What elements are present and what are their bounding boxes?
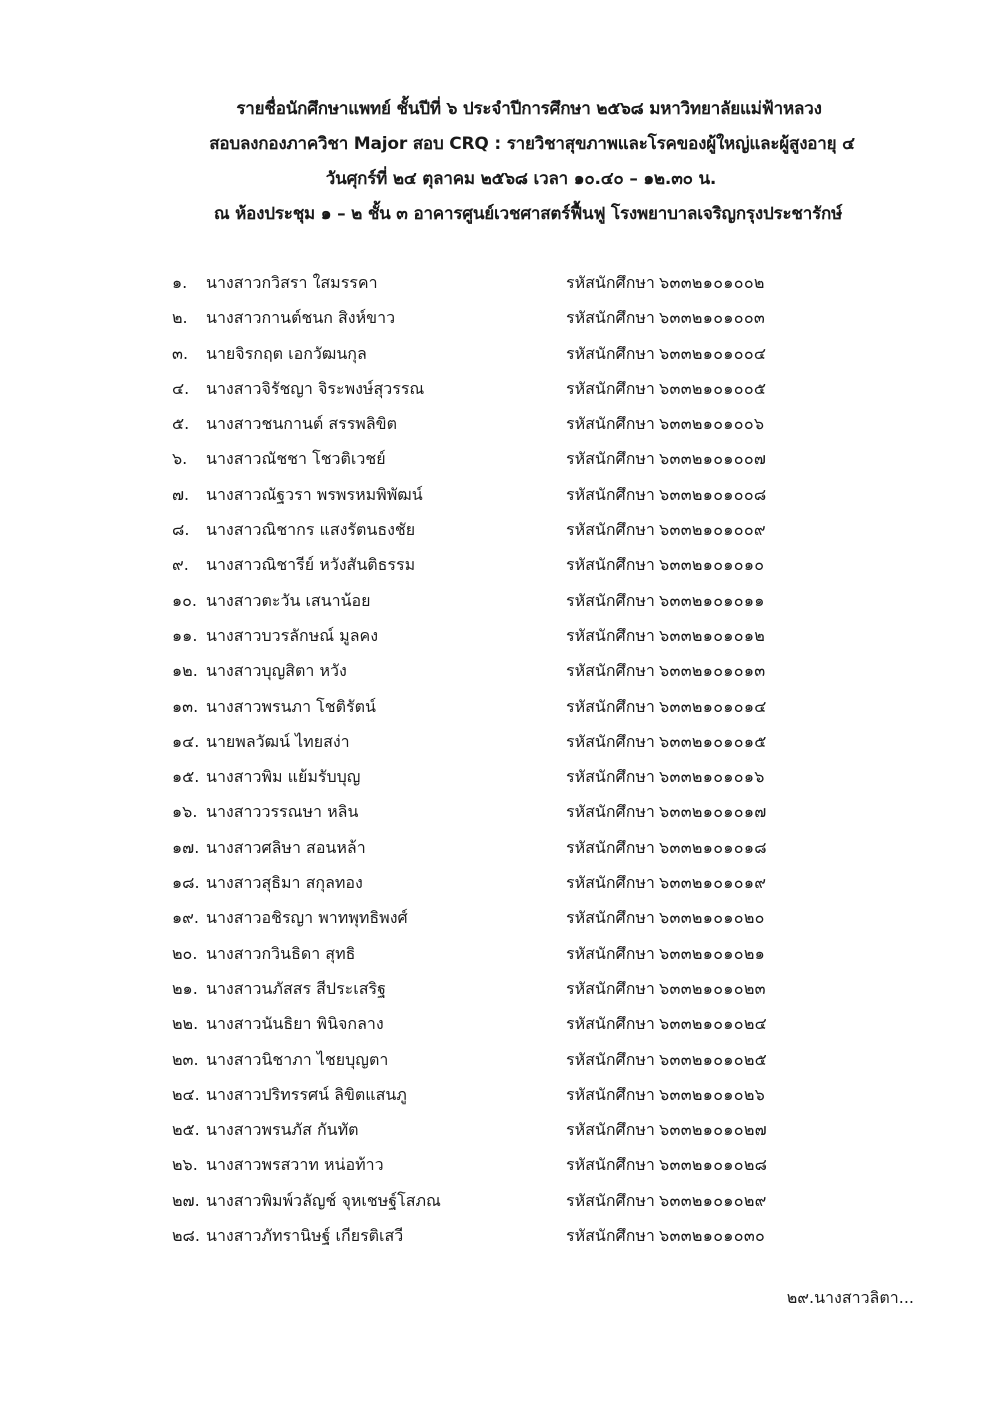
list-item bbox=[0, 1112, 998, 1147]
student-number: ๒๑. bbox=[172, 978, 198, 998]
list-item bbox=[0, 865, 998, 900]
student-number: ๒๗. bbox=[172, 1190, 200, 1210]
student-id: ๖๓๓๒๑๐๑๐๑๓ bbox=[659, 661, 766, 681]
student-name: นางสาวกานต์ชนก สิงห์ขาว bbox=[206, 308, 396, 328]
student-name: นางสาวกวินธิดา สุทธิ bbox=[206, 943, 356, 963]
student-id: ๖๓๓๒๑๐๑๐๐๒ bbox=[659, 273, 765, 292]
list-item bbox=[0, 618, 998, 653]
student-name: นางสาวชนกานต์ สรรพลิขิต bbox=[206, 414, 397, 434]
student-name: นางสาวปริทรรศน์ ลิขิตแสนภู bbox=[206, 1084, 407, 1104]
student-id: ๖๓๓๒๑๐๑๐๐๙ bbox=[659, 520, 766, 540]
list-item bbox=[0, 371, 998, 406]
student-id: ๖๓๓๒๑๐๑๐๒๐ bbox=[659, 908, 765, 928]
header-subject: สอบลงกองภาควิชา Major สอบ CRQ : รายวิชาสุขภาพและโรคของผู้ใหญ่และผู้สูงอายุ ๔ bbox=[209, 134, 855, 154]
student-id-label: รหัสนักศึกษา bbox=[566, 273, 655, 292]
student-name: นางสาวพิม แย้มรับบุญ bbox=[206, 767, 361, 787]
list-item bbox=[0, 1218, 998, 1253]
student-name: นางสาวกวิสรา ใสมรรคา bbox=[206, 273, 378, 292]
student-number: ๑๘. bbox=[172, 873, 200, 893]
student-name: นางสาวตะวัน เสนาน้อย bbox=[206, 590, 371, 610]
student-id-label: รหัสนักศึกษา bbox=[566, 590, 655, 610]
student-id: ๖๓๓๒๑๐๑๐๐๘ bbox=[659, 484, 767, 504]
student-id: ๖๓๓๒๑๐๑๐๒๑ bbox=[659, 943, 766, 963]
continuation-note: ๒๙.นางสาวลิตา... bbox=[786, 1288, 914, 1307]
student-id-label: รหัสนักศึกษา bbox=[566, 625, 655, 645]
student-name: นางสาวภัทรานิษฐ์ เกียรติเสวี bbox=[206, 1226, 404, 1246]
student-name: นางสาวนิชาภา ไชยบุญตา bbox=[206, 1049, 389, 1069]
student-id-label: รหัสนักศึกษา bbox=[566, 696, 655, 716]
list-item bbox=[0, 830, 998, 865]
student-number: ๑๒. bbox=[172, 661, 198, 681]
student-number: ๑๙. bbox=[172, 908, 199, 928]
student-id: ๖๓๓๒๑๐๑๐๑๙ bbox=[659, 873, 767, 893]
list-item bbox=[0, 689, 998, 724]
list-item bbox=[0, 936, 998, 971]
student-id: ๖๓๓๒๑๐๑๐๑๖ bbox=[659, 767, 765, 787]
student-id-label: รหัสนักศึกษา bbox=[566, 414, 655, 434]
student-id-label: รหัสนักศึกษา bbox=[566, 978, 655, 998]
student-id-label: รหัสนักศึกษา bbox=[566, 308, 655, 328]
student-id: ๖๓๓๒๑๐๑๐๒๓ bbox=[659, 978, 766, 998]
student-name: นางสาวนภัสสร สีประเสริฐ bbox=[206, 978, 386, 998]
student-id-label: รหัสนักศึกษา bbox=[566, 520, 655, 540]
student-number: ๒. bbox=[172, 308, 188, 328]
student-name: นางสาวณัฐวรา พรพรหมพิพัฒน์ bbox=[206, 484, 423, 504]
student-number: ๒๒. bbox=[172, 1014, 199, 1034]
student-id-label: รหัสนักศึกษา bbox=[566, 1049, 655, 1069]
list-item bbox=[0, 1147, 998, 1182]
student-number: ๑. bbox=[172, 273, 188, 292]
student-id-label: รหัสนักศึกษา bbox=[566, 837, 655, 857]
list-item bbox=[0, 583, 998, 618]
student-id-label: รหัสนักศึกษา bbox=[566, 943, 655, 963]
student-number: ๑๐. bbox=[172, 590, 198, 610]
student-id: ๖๓๓๒๑๐๑๐๑๕ bbox=[659, 731, 767, 751]
header-datetime: วันศุกร์ที่ ๒๔ ตุลาคม ๒๕๖๘ เวลา ๑๐.๔๐ – ๑๒.๓๐ น. bbox=[325, 169, 717, 189]
student-id: ๖๓๓๒๑๐๑๐๑๔ bbox=[659, 696, 767, 716]
student-number: ๙. bbox=[172, 555, 189, 575]
student-number: ๑๖. bbox=[172, 802, 198, 822]
student-id: ๖๓๓๒๑๐๑๐๒๕ bbox=[659, 1049, 768, 1069]
student-name: นางสาวสุธิมา สกุลทอง bbox=[206, 873, 363, 893]
student-number: ๑๑. bbox=[172, 625, 198, 645]
list-item bbox=[0, 441, 998, 476]
student-number: ๗. bbox=[172, 484, 190, 504]
student-name: นายจิรกฤต เอกวัฒนกุล bbox=[206, 343, 367, 363]
student-number: ๔. bbox=[172, 378, 190, 398]
student-number: ๑๕. bbox=[172, 767, 200, 787]
student-name: นางสาวบวรลักษณ์ มูลคง bbox=[206, 625, 379, 645]
student-number: ๒๐. bbox=[172, 943, 198, 963]
student-id-label: รหัสนักศึกษา bbox=[566, 873, 655, 893]
list-item bbox=[0, 794, 998, 829]
student-id-label: รหัสนักศึกษา bbox=[566, 484, 655, 504]
student-id-label: รหัสนักศึกษา bbox=[566, 449, 655, 469]
student-name: นายพลวัฒน์ ไทยสง่า bbox=[206, 731, 350, 751]
list-item bbox=[0, 971, 998, 1006]
list-item bbox=[0, 1183, 998, 1218]
student-name: นางสาวณิชารีย์ หวังสันติธรรม bbox=[206, 555, 416, 575]
student-id: ๖๓๓๒๑๐๑๐๑๑ bbox=[659, 590, 765, 610]
student-id: ๖๓๓๒๑๐๑๐๑๘ bbox=[659, 837, 767, 857]
student-name: นางสาวพรนภา โชติรัตน์ bbox=[206, 696, 376, 716]
list-item bbox=[0, 1077, 998, 1112]
student-number: ๘. bbox=[172, 520, 190, 540]
student-id: ๖๓๓๒๑๐๑๐๐๔ bbox=[659, 343, 767, 363]
student-list bbox=[0, 265, 998, 1253]
student-id: ๖๓๓๒๑๐๑๐๐๖ bbox=[659, 414, 765, 434]
student-id-label: รหัสนักศึกษา bbox=[566, 767, 655, 787]
student-id: ๖๓๓๒๑๐๑๐๒๖ bbox=[659, 1084, 766, 1104]
list-item bbox=[0, 900, 998, 935]
student-number: ๒๘. bbox=[172, 1226, 200, 1246]
student-name: นางสาวอชิรญา พาทพุทธิพงศ์ bbox=[206, 908, 408, 928]
student-name: นางสาวจิรัชญา จิระพงษ์สุวรรณ bbox=[206, 378, 425, 398]
list-item bbox=[0, 1042, 998, 1077]
student-id-label: รหัสนักศึกษา bbox=[566, 1014, 655, 1034]
student-id-label: รหัสนักศึกษา bbox=[566, 802, 655, 822]
list-item bbox=[0, 759, 998, 794]
student-id-label: รหัสนักศึกษา bbox=[566, 1226, 655, 1246]
document-header bbox=[0, 92, 998, 232]
student-number: ๒๖. bbox=[172, 1155, 198, 1175]
student-number: ๑๓. bbox=[172, 696, 199, 716]
list-item bbox=[0, 477, 998, 512]
student-name: นางสาวนันธิยา พินิจกลาง bbox=[206, 1014, 384, 1034]
student-id-label: รหัสนักศึกษา bbox=[566, 378, 655, 398]
student-id-label: รหัสนักศึกษา bbox=[566, 1190, 655, 1210]
student-id-label: รหัสนักศึกษา bbox=[566, 555, 655, 575]
student-id: ๖๓๓๒๑๐๑๐๑๐ bbox=[659, 555, 765, 575]
student-name: นางสาวบุญสิตา หวัง bbox=[206, 661, 347, 681]
student-id: ๖๓๓๒๑๐๑๐๐๓ bbox=[659, 308, 766, 328]
list-item bbox=[0, 1006, 998, 1041]
student-number: ๒๓. bbox=[172, 1049, 199, 1069]
student-id: ๖๓๓๒๑๐๑๐๒๘ bbox=[659, 1155, 768, 1175]
header-title: รายชื่อนักศึกษาแพทย์ ชั้นปีที่ ๖ ประจำปีการศึกษา ๒๕๖๘ มหาวิทยาลัยแม่ฟ้าหลวง bbox=[236, 99, 822, 119]
student-id: ๖๓๓๒๑๐๑๐๐๗ bbox=[659, 449, 767, 469]
list-item bbox=[0, 265, 998, 300]
student-name: นางสาวพรสวาท หน่อท้าว bbox=[206, 1155, 384, 1175]
student-id-label: รหัสนักศึกษา bbox=[566, 1120, 655, 1140]
student-name: นางสาวพิมพ์วลัญช์ จุหเชษฐ์โสภณ bbox=[206, 1190, 441, 1210]
student-id: ๖๓๓๒๑๐๑๐๒๙ bbox=[659, 1190, 767, 1210]
list-item bbox=[0, 653, 998, 688]
student-name: นางสาววรรณษา หลิน bbox=[206, 802, 359, 822]
student-id-label: รหัสนักศึกษา bbox=[566, 1084, 655, 1104]
student-number: ๑๗. bbox=[172, 837, 200, 857]
student-id-label: รหัสนักศึกษา bbox=[566, 908, 655, 928]
student-number: ๕. bbox=[172, 414, 190, 434]
student-id: ๖๓๓๒๑๐๑๐๑๗ bbox=[659, 802, 767, 822]
student-number: ๒๔. bbox=[172, 1084, 200, 1104]
student-id: ๖๓๓๒๑๐๑๐๑๒ bbox=[659, 625, 766, 645]
student-id-label: รหัสนักศึกษา bbox=[566, 731, 655, 751]
list-item bbox=[0, 406, 998, 441]
list-item bbox=[0, 300, 998, 335]
list-item bbox=[0, 724, 998, 759]
student-name: นางสาวณัชชา โชวติเวชย์ bbox=[206, 449, 386, 469]
student-name: นางสาวณิชากร แสงรัตนธงชัย bbox=[206, 520, 416, 540]
student-id: ๖๓๓๒๑๐๑๐๒๗ bbox=[659, 1120, 767, 1140]
student-name: นางสาวพรนภัส กันทัต bbox=[206, 1120, 359, 1140]
list-item bbox=[0, 547, 998, 582]
student-id: ๖๓๓๒๑๐๑๐๒๔ bbox=[659, 1014, 768, 1034]
student-number: ๓. bbox=[172, 343, 189, 363]
student-id-label: รหัสนักศึกษา bbox=[566, 1155, 655, 1175]
student-id-label: รหัสนักศึกษา bbox=[566, 343, 655, 363]
student-number: ๑๔. bbox=[172, 731, 200, 751]
student-number: ๖. bbox=[172, 449, 188, 469]
student-name: นางสาวศลิษา สอนหล้า bbox=[206, 837, 366, 857]
student-id-label: รหัสนักศึกษา bbox=[566, 661, 655, 681]
student-number: ๒๕. bbox=[172, 1120, 200, 1140]
header-venue: ณ ห้องประชุม ๑ – ๒ ชั้น ๓ อาคารศูนย์เวชศาสตร์ฟื้นฟู โรงพยาบาลเจริญกรุงประชารักษ์ bbox=[213, 204, 843, 224]
student-id: ๖๓๓๒๑๐๑๐๓๐ bbox=[659, 1226, 766, 1246]
list-item bbox=[0, 336, 998, 371]
list-item bbox=[0, 512, 998, 547]
student-id: ๖๓๓๒๑๐๑๐๐๕ bbox=[659, 378, 767, 398]
